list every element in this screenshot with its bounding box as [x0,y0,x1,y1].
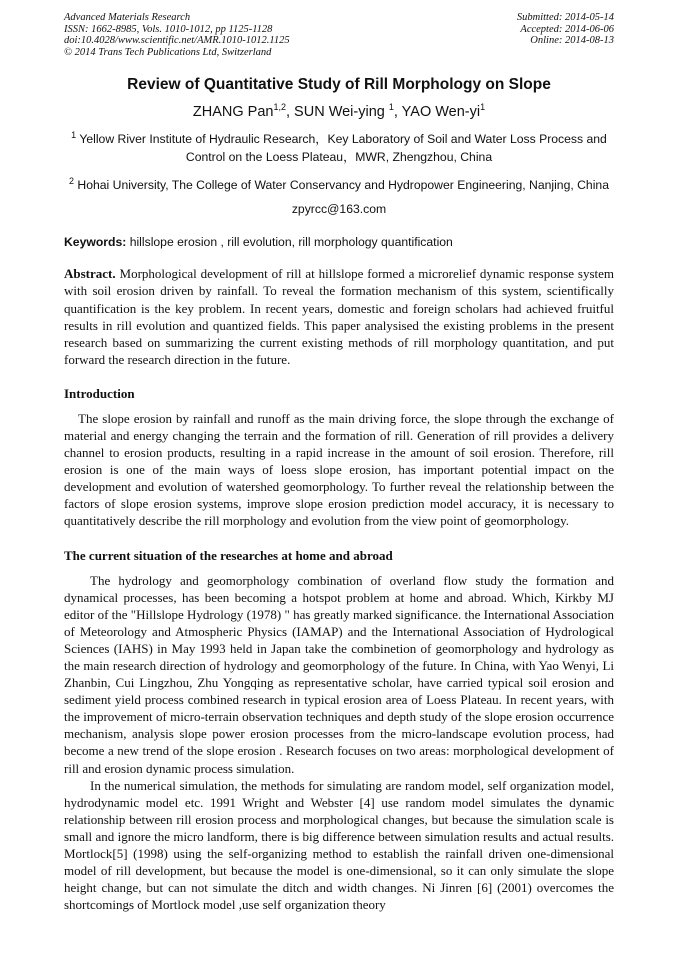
paper-title: Review of Quantitative Study of Rill Morphology on Slope [127,76,551,94]
keywords-label: Keywords: [64,235,127,250]
affiliation-mark: 2 [69,176,75,187]
publication-dates [517,12,614,58]
keywords-text: hillslope erosion , rill evolution, rill morphology quantification [126,235,453,250]
affiliation-mark: 1 [71,130,77,141]
paper-page [64,12,614,913]
affiliation [64,126,614,166]
body-paragraph: The slope erosion by rainfall and runoff as the main driving force, the slope through the exchange of material and energy changing the terrain and the formation of rill. Generation of rill provides a delivery channel to erosion products, resulting in a rapid increase in the amount of soil erosion. Therefore, rill erosion is one of the main ways of loess slope erosion, has important potential impact on the development and evolution of watershed geomorphology. To further reveal the relationship between the factors of slope erosion systems, improve slope erosion prediction model accuracy, it is necessary to quantitatively describe the rill morphology and evolution from the view point of geomorphology. [64,410,614,529]
online-date: Online: 2014-08-13 [530,35,614,47]
author-affiliation-mark: 1 [480,102,486,113]
section-heading: Introduction [64,385,135,401]
affiliation-text: Yellow River Institute of Hydraulic Research，Key Laboratory of Soil and Water Loss Process and Control on the Loess Plateau，MWR, Zhengzhou, China [76,132,607,165]
author-affiliation-mark: 1 [388,102,394,113]
journal-header [64,12,614,58]
author-email: zpyrcc@163.com [291,202,387,217]
author-list: ZHANG Pan$^{1,2}$, SUN Wei-ying $^1$, YAO Wen-$yi^1$ [192,102,486,121]
abstract-text: Morphological development of rill at hillslope formed a microrelief dynamic response system with soil erosion driven by rainfall. To reveal the formation mechanism of this system, scientifically quantification is the key problem. In recent years, domestic and foreign scholars had achieved fruitful results in rill evolution and quantized fields. This paper analysised the existing problems in the present research based on summarizing the current existing methods of rill morphology quantitation, and put forward the research direction in the future. [64,266,614,367]
journal-copyright: © 2014 Trans Tech Publications Ltd, Switzerland [64,46,272,58]
affiliation-text: Hohai University, The College of Water Conservancy and Hydropower Engineering, Nanjing, China [74,178,609,193]
author-name: ZHANG Pan [192,104,274,121]
journal-name: Advanced Materials Research [64,12,191,23]
author-name: YAO Wen-yi [401,104,481,121]
keywords [64,235,614,249]
abstract-label: Abstract. [64,266,116,282]
affiliation [64,172,614,194]
accepted-date: Accepted: 2014-06-06 [520,23,614,35]
submitted-date: Submitted: 2014-05-14 [516,12,614,23]
journal-info [64,12,290,58]
abstract [64,265,614,368]
body-paragraph: The hydrology and geomorphology combination of overland flow study the formation and dynamical processes, has been becoming a hotspot problem at home and abroad. Which, Kirkby MJ editor of the "Hillslope Hydrology (1978) " has greatly marked significance. the International Association of Meteorology and Atmospheric Physics (IAMAP) and the International Association of Hydrological Sciences (IAHS) in May 1993 held in Japan take the combinetion of geomorphology and hydrology as the main research direction of hydrology and geomorphology of the future. In China, with Yao Wenyi, Li Zhanbin, Cui Lingzhou, Zhu Yongqing as representative scholar, have carried typical soil erosion and sediment yield process combined research in typical erosion area of Loess Plateau. In recent years, with the improvement of micro-terrain observation techniques and depth study of the slope erosion occurrence mechanism, analysis slope power erosion processes from the micro-landscape evolution process, had become a new trend of the slope erosion . Research focuses on two areas: morphological development of rill and erosion dynamic process simulation. [64,572,614,776]
author-affiliation-mark: 1,2 [273,102,286,113]
author-name: SUN Wei-ying [294,104,389,121]
body-paragraph: In the numerical simulation, the methods for simulating are random model, self organization model, hydrodynamic model etc. 1991 Wright and Webster [4] use random model simulates the dynamic relationship between rill erosion process and morphological changes, but because the simulation scale is small and ignore the micro landform, there is big difference between simulation results and actual results. Mortlock[5] (1998) using the self-organizing method to establish the rainfall driven one-dimensional model of rill development, but because the model is one-dimensional, so it can only simulate the slope height change, but can not simulate the ditch and width changes. Ni Jinren [6] (2001) overcomes the shortcomings of Mortlock model ,use self organization theory [64,777,614,913]
journal-issn: ISSN: 1662-8985, Vols. 1010-1012, pp 1125-1128 [64,23,273,35]
journal-doi: doi:10.4028/www.scientific.net/AMR.1010-1012.1125 [64,35,290,47]
section-heading: The current situation of the researches at home and abroad [64,547,393,563]
